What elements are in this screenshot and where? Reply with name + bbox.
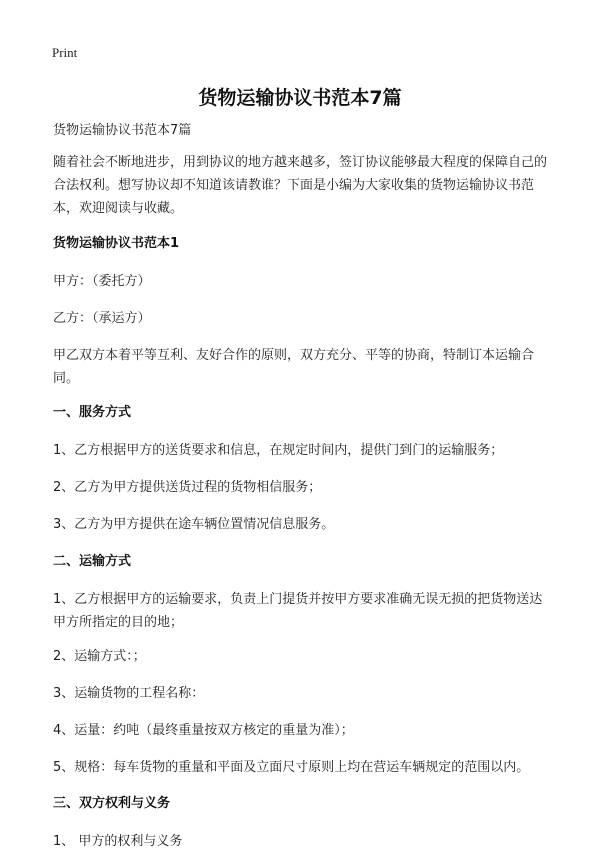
section-heading: 货物运输协议书范本1 xyxy=(53,236,180,251)
list-item: 5、规格：每车货物的重量和平面及立面尺寸原则上均在营运车辆规定的范围以内。 xyxy=(53,760,530,775)
party-a-line: 甲方：（委托方） xyxy=(53,274,151,289)
list-item: 3、乙方为甲方提供在途车辆位置情况信息服务。 xyxy=(53,517,335,532)
party-b-line: 乙方：（承运方） xyxy=(53,311,151,326)
document-body xyxy=(53,119,553,853)
document-subtitle: 货物运输协议书范本7篇 xyxy=(53,123,192,138)
list-item: 3、运输货物的工程名称： xyxy=(53,686,205,701)
list-item: 4、运量：约吨（最终重量按双方核定的重量为准）； xyxy=(53,723,354,738)
print-link[interactable]: Print xyxy=(52,45,78,60)
document-title: 货物运输协议书范本7篇 xyxy=(198,87,402,109)
list-item: 1、 甲方的权利与义务 xyxy=(53,834,183,849)
preamble-paragraph: 甲乙双方本着平等互利、友好合作的原则，双方充分、平等的协商，特制订本运输合同。 xyxy=(53,348,535,386)
part2-heading: 二、运输方式 xyxy=(53,554,132,569)
part1-heading: 一、服务方式 xyxy=(53,405,132,420)
list-item: 1、乙方根据甲方的运输要求，负责上门提货并按甲方要求准确无误无损的把货物送达甲方所指定的目的地； xyxy=(53,592,543,630)
list-item: 1、乙方根据甲方的送货要求和信息，在规定时间内，提供门到门的运输服务； xyxy=(53,443,504,458)
list-item: 2、乙方为甲方提供送货过程的货物相信服务； xyxy=(53,480,322,495)
part3-heading: 三、双方权利与义务 xyxy=(53,796,171,811)
intro-paragraph: 随着社会不断地进步，用到协议的地方越来越多，签订协议能够最大程度的保障自己的合法权利。想写协议却不知道该请教谁？下面是小编为大家收集的货物运输协议书范本，欢迎阅读与收藏。 xyxy=(53,155,548,216)
list-item: 2、运输方式：； xyxy=(53,649,146,664)
